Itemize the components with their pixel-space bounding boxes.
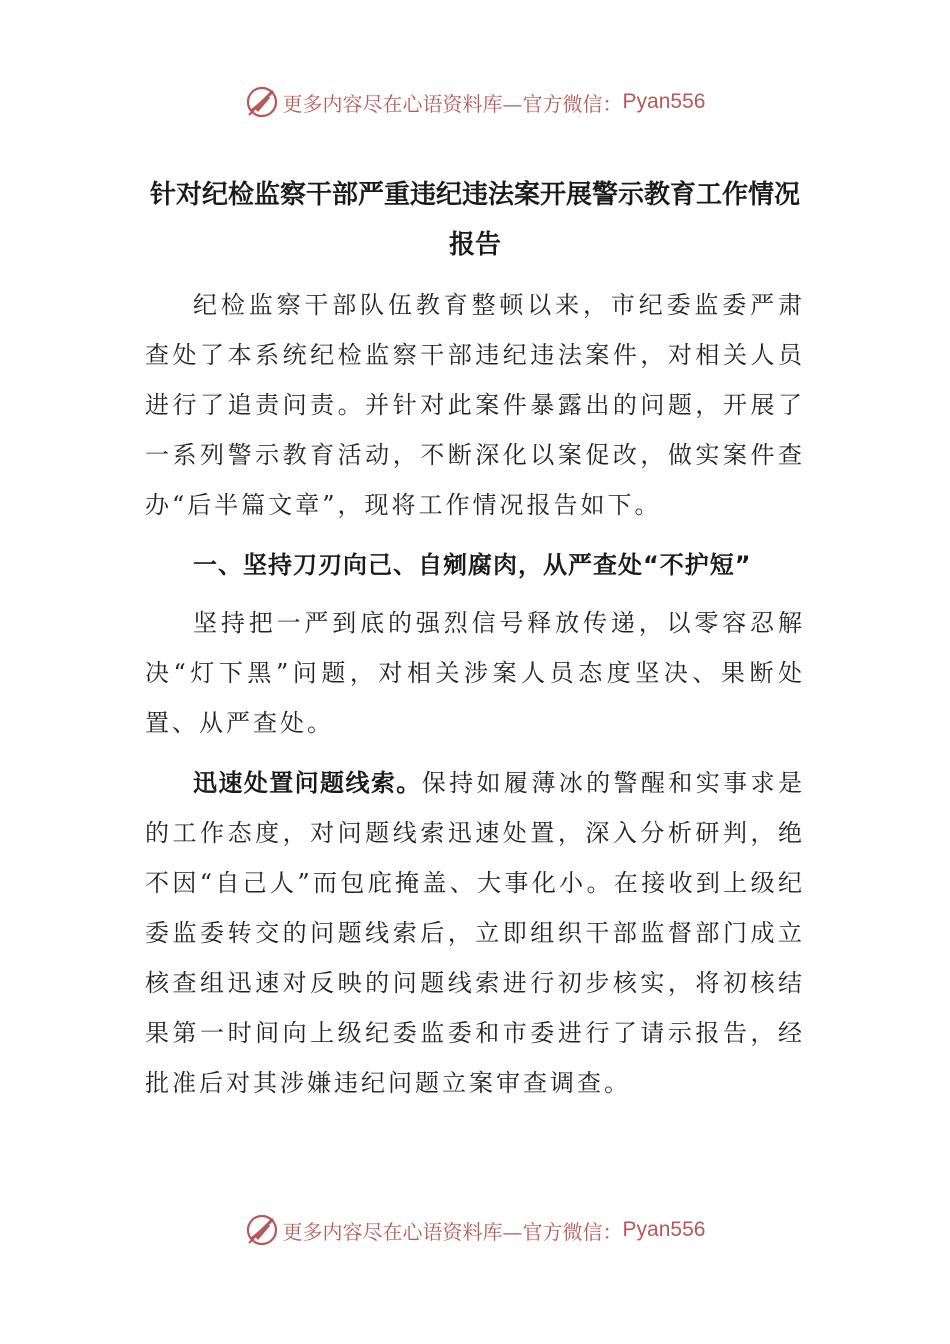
section-1-heading: 一、坚持刀刃向己、自剜腐肉，从严查处“不护短” (193, 551, 752, 579)
intro-paragraph: 纪检监察干部队伍教育整顿以来，市纪委监委严肃查处了本系统纪检监察干部违纪违法案件，对相关人员进行了追责问责。并针对此案件暴露出的问题，开展了一系列警示教育活动，不断深化以案促改，做实案件查办“后半篇文章”，现将工作情况报告如下。 (145, 291, 805, 519)
banner-wechat-id: Pyan556 (622, 1218, 706, 1241)
subsection-body: 保持如履薄冰的警醒和实事求是的工作态度，对问题线索迅速处置，深入分析研判，绝不因“自己人”而包庇掩盖、大事化小。在接收到上级纪委监委转交的问题线索后，立即组织干部监督部门成立核查组迅速对反映的问题线索进行初步核实，将初核结果第一时间向上级纪委监委和市委进行了请示报告，经批准后对其涉嫌违纪问题立案审查调查。 (145, 769, 806, 1097)
paragraph-gap (145, 748, 805, 758)
pen-nib-logo-icon (245, 85, 279, 119)
title-line-1: 针对纪检监察干部严重违纪违法案开展警示教育工作情况 (149, 180, 800, 210)
banner-text: 更多内容尽在心语资料库—官方微信： (282, 1219, 623, 1244)
subsection-paragraph (145, 758, 805, 1108)
document-title (145, 170, 805, 270)
banner-wechat-id: Pyan556 (622, 90, 706, 113)
banner-text: 更多内容尽在心语资料库—官方微信： (282, 91, 623, 116)
header-banner (0, 82, 950, 122)
title-line-2: 报告 (448, 230, 501, 260)
footer-banner (0, 1210, 950, 1250)
document-body (145, 280, 805, 1108)
section-1-paragraph: 坚持把一严到底的强烈信号释放传递，以零容忍解决“灯下黑”问题，对相关涉案人员态度坚决、果断处置、从严查处。 (145, 609, 805, 737)
subsection-lead: 迅速处置问题线索。 (193, 769, 422, 797)
pen-nib-logo-icon (245, 1213, 279, 1247)
